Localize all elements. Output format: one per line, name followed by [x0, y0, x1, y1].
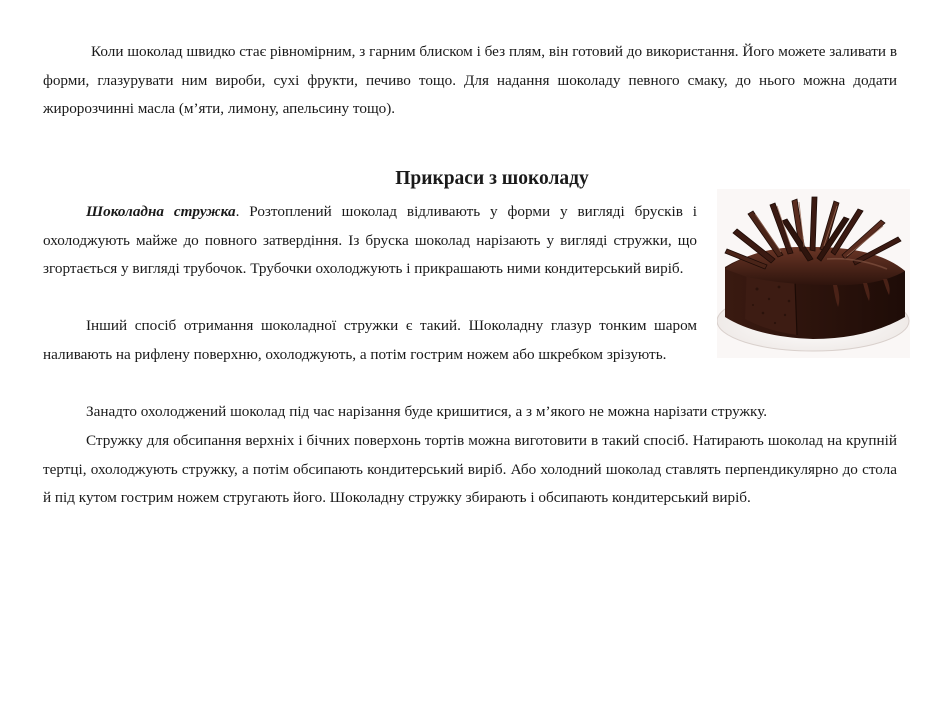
paragraph-chocolate-shavings: [43, 198, 697, 284]
intro-paragraph: Коли шоколад швидко стає рівномірним, з гарним блиском і без плям, він готовий до використання. Його можете заливати в форми, глазурувати ним вироби, сухі фрукти, печиво тощо. Для надання шоколаду певного смаку, до нього можна додати жиророзчинні масла (м’яти, лимону, апельсину тощо).: [43, 43, 897, 118]
paragraph-grated-shavings: Стружку для обсипання верхніх і бічних поверхонь тортів можна виготовити в такий спосіб. Натирають шоколад на крупній тертці, охолоджують стружку, а потім обсипають кондитерський виріб. Або холодний шоколад ставлять перпендикулярно до стола й під кутом гострим ножем стругають його. Шоколадну стружку збирають і обсипають кондитерський виріб.: [43, 432, 897, 507]
section-heading: Прикраси з шоколаду: [395, 168, 589, 189]
paragraph-text: . Розтоплений шоколад відливають у форми у вигляді брусків і охолоджують майже до повного затвердіння. Із бруска шоколад нарізають у вигляді стружки, що згортається у вигляді трубочок. Трубочки охолоджують і прикрашають ними кондитерський виріб.: [43, 203, 697, 278]
paragraph-overcooled-warning: Занадто охолоджений шоколад під час нарізання буде кришитися, а з м’якого не можна нарізати стружку.: [86, 403, 768, 420]
chocolate-cake-photo: [717, 189, 910, 358]
paragraph-alternative-method: Інший спосіб отримання шоколадної стружки є такий. Шоколадну глазур тонким шаром наливають на рифлену поверхню, охолоджують, а потім гострим ножем або шкребком зрізують.: [43, 317, 697, 363]
term-chocolate-shavings: Шоколадна стружка: [86, 203, 236, 220]
